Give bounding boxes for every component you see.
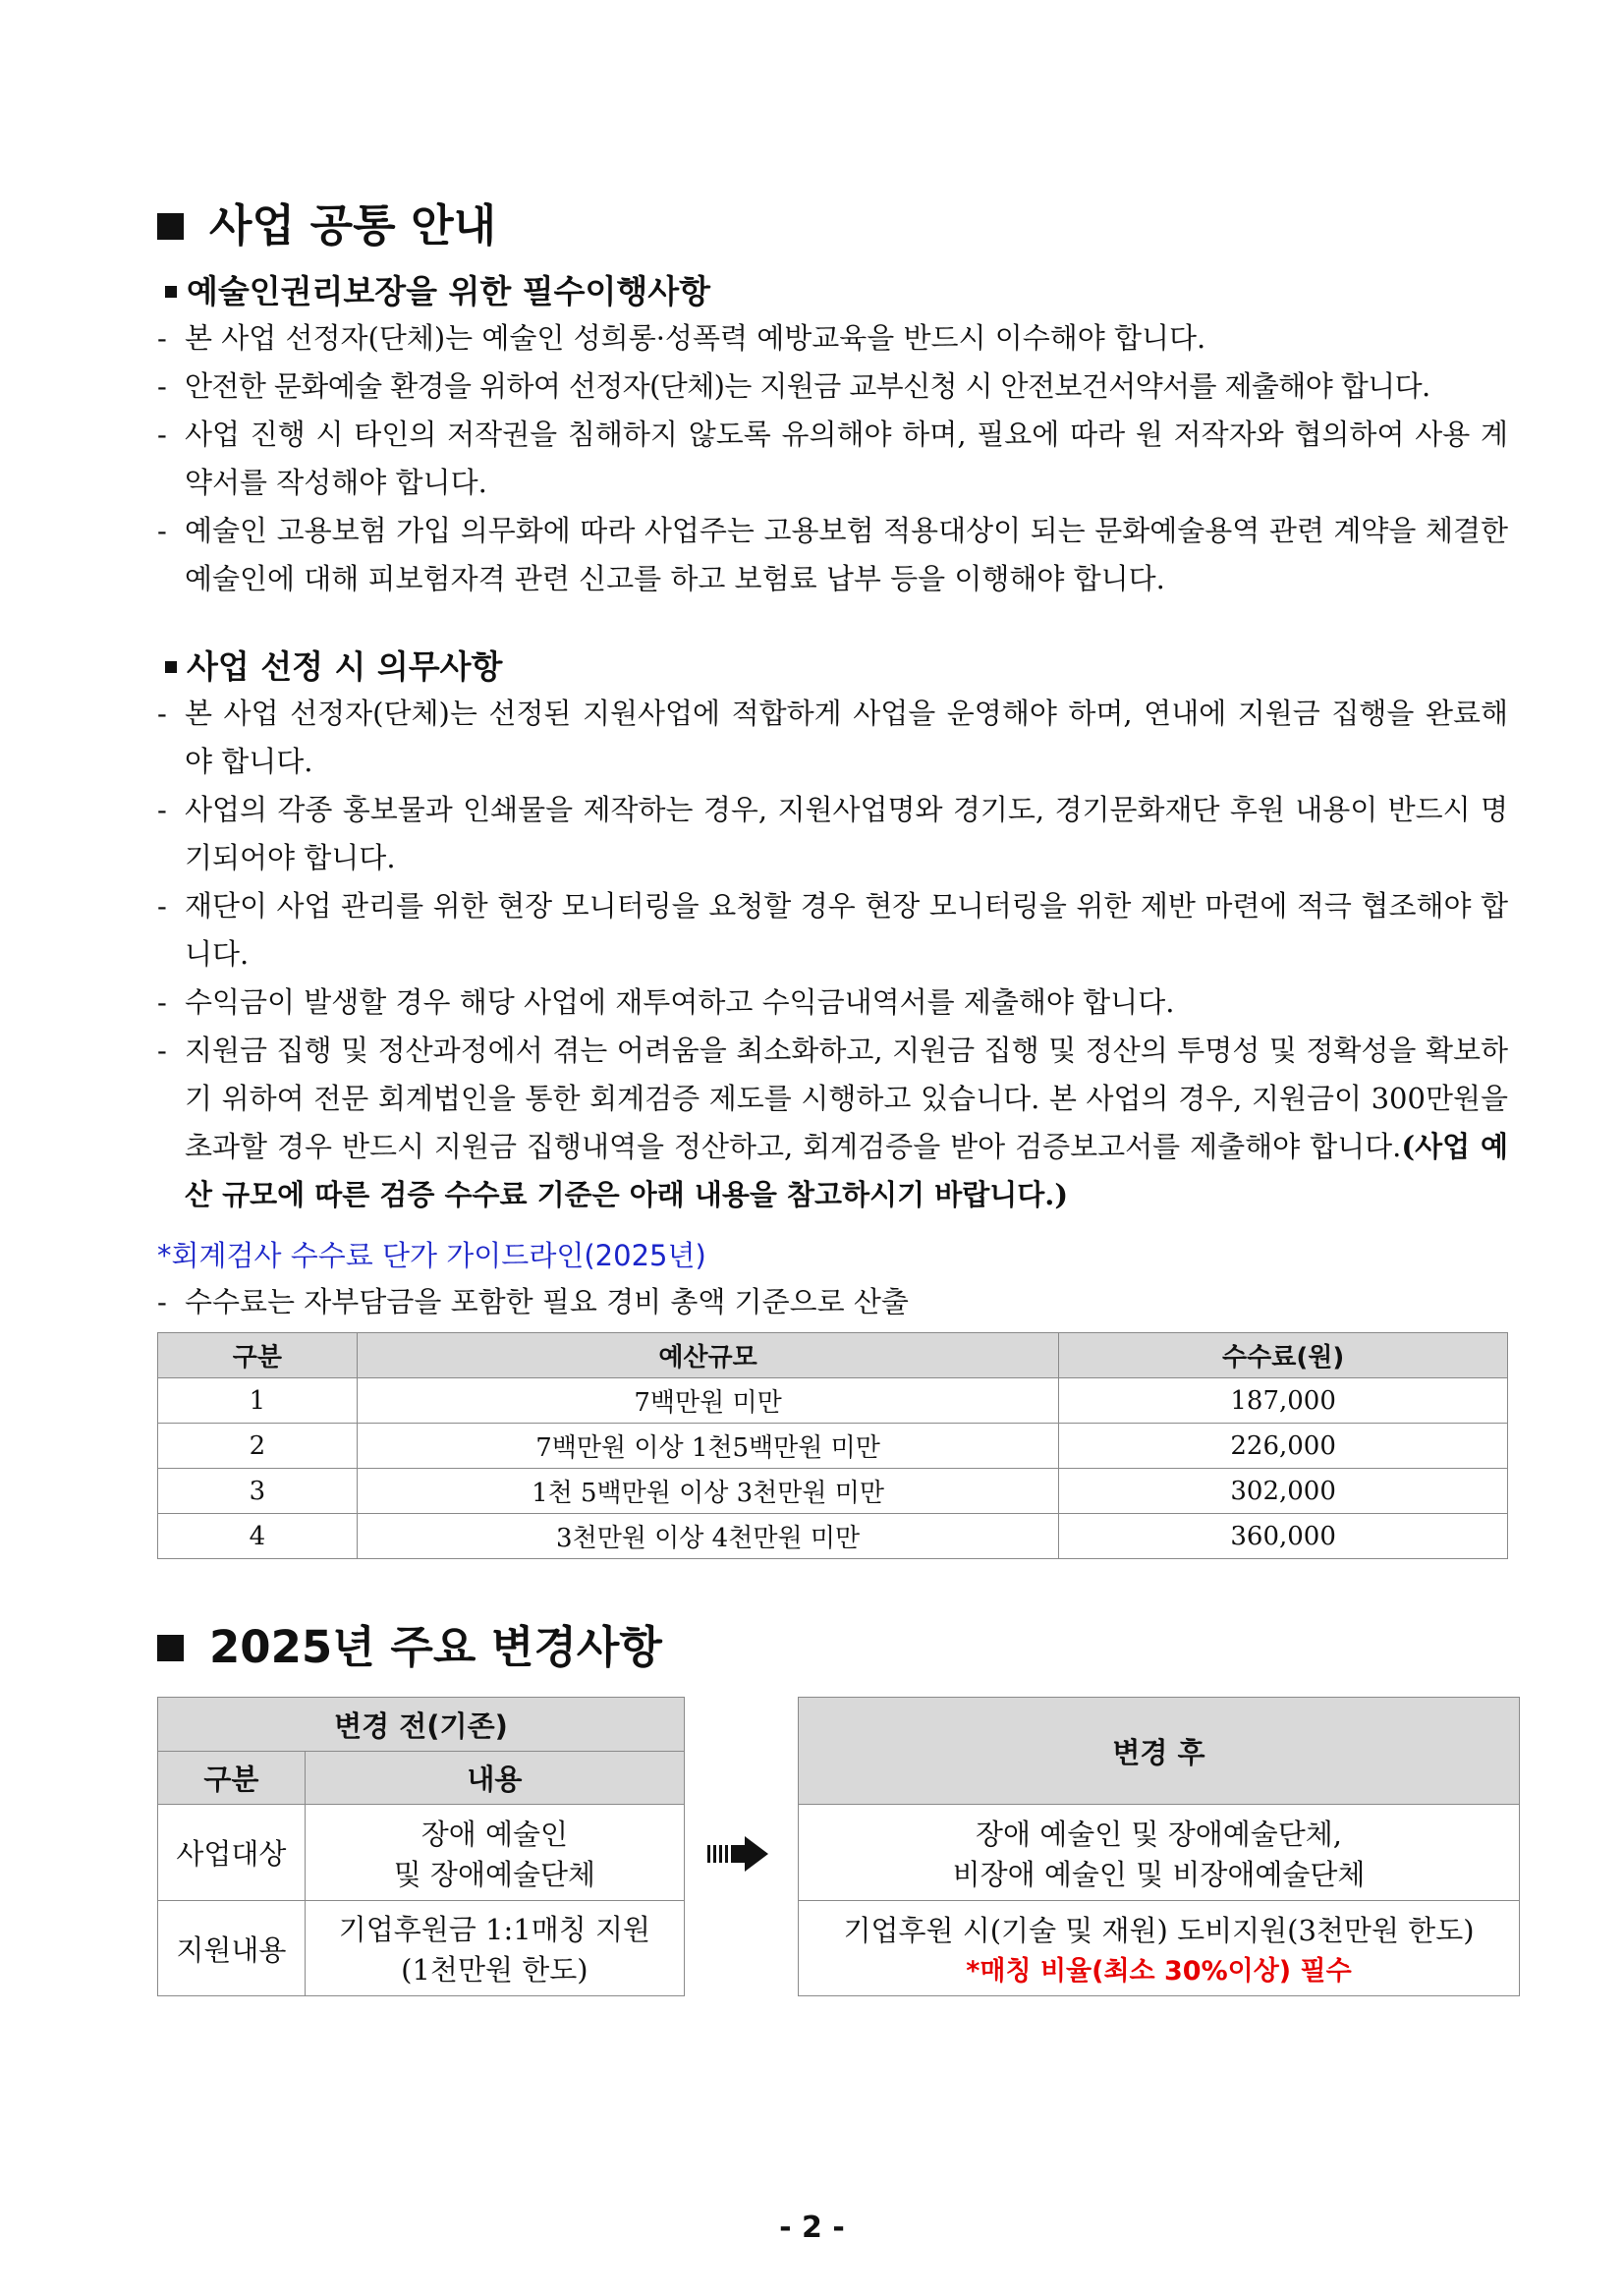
document-page: [157, 196, 1508, 2001]
table-cell: 3천만원 이상 4천만원 미만: [357, 1514, 1058, 1559]
cell-line: (1천만원 한도): [401, 1953, 588, 1987]
table-cell: [305, 1901, 684, 1996]
column-header: 내용: [305, 1752, 684, 1805]
section-title-common: 사업 공통 안내: [157, 196, 1508, 255]
table-row: [158, 1805, 685, 1901]
table-cell: 1천 5백만원 이상 3천만원 미만: [357, 1469, 1058, 1514]
audit-note-bold: (사업 예산 규모에 따른 검증 수수료 기준은 아래 내용을 참고하시기 바랍니다.): [185, 1130, 1508, 1211]
cell-line: 및 장애예술단체: [393, 1857, 596, 1891]
table-header-row: [158, 1752, 685, 1805]
fee-table: [157, 1332, 1508, 1559]
table-cell: 4: [158, 1514, 358, 1559]
table-row: [158, 1424, 1508, 1469]
square-bullet-icon: [157, 213, 184, 240]
changes-comparison: [157, 1697, 1508, 2001]
list-item: - 예술인 고용보험 가입 의무화에 따라 사업주는 고용보험 적용대상이 되는 문화예술용역 관련 계약을 체결한 예술인에 대해 피보험자격 관련 신고를 하고 보험료 납부 등을 이행해야 합니다.: [157, 507, 1508, 603]
fee-guide-title: *회계검사 수수료 단가 가이드라인(2025년): [157, 1239, 706, 1272]
rights-list: [157, 314, 1508, 603]
audit-text: 지원금 집행 및 정산과정에서 겪는 어려움을 최소화하고, 지원금 집행 및 정산의 투명성 및 정확성을 확보하기 위하여 전문 회계법인을 통한 회계검증 제도를 시행하고 있습니다. 본 사업의 경우, 지원금이 300만원을 초과할 경우 반드시 지원금 집행내역을 정산하고, 회계검증을 받아 검증보고서를 제출해야 합니다.: [185, 1034, 1508, 1163]
duties-block: [157, 644, 1508, 1219]
table-cell: 1: [158, 1378, 358, 1424]
table-cell: [305, 1805, 684, 1901]
column-header: 구분: [158, 1752, 306, 1805]
table-cell: 187,000: [1059, 1378, 1508, 1424]
square-bullet-icon: [157, 1635, 184, 1661]
table-cell: [799, 1805, 1520, 1901]
column-header: 구분: [158, 1333, 358, 1378]
list-item: - 본 사업 선정자(단체)는 선정된 지원사업에 적합하게 사업을 운영해야 하며, 연내에 지원금 집행을 완료해야 합니다.: [157, 690, 1508, 786]
table-cell: 360,000: [1059, 1514, 1508, 1559]
table-cell: [799, 1901, 1520, 1996]
table-cell: 7백만원 미만: [357, 1378, 1058, 1424]
matching-ratio-note: *매칭 비율(최소 30%이상) 필수: [966, 1956, 1352, 1987]
row-label: 지원내용: [158, 1901, 306, 1996]
rights-block: [157, 269, 1508, 603]
duties-list: [157, 690, 1508, 1219]
list-item: - 안전한 문화예술 환경을 위하여 선정자(단체)는 지원금 교부신청 시 안전보건서약서를 제출해야 합니다.: [157, 363, 1508, 411]
table-row: [158, 1514, 1508, 1559]
before-title: 변경 전(기존): [158, 1698, 685, 1752]
small-square-bullet-icon: [165, 661, 177, 673]
table-header-row: [799, 1698, 1520, 1805]
fee-note: - 수수료는 자부담금을 포함한 필요 경비 총액 기준으로 산출: [157, 1278, 1508, 1326]
list-item: - 수익금이 발생할 경우 해당 사업에 재투여하고 수익금내역서를 제출해야 합니다.: [157, 979, 1508, 1027]
subheading-rights: 예술인권리보장을 위한 필수이행사항: [165, 269, 1508, 314]
table-cell: 226,000: [1059, 1424, 1508, 1469]
list-item: [157, 1027, 1508, 1219]
table-row: [799, 1901, 1520, 1996]
table-cell: 7백만원 이상 1천5백만원 미만: [357, 1424, 1058, 1469]
table-row: [158, 1469, 1508, 1514]
fee-note-list: [157, 1278, 1508, 1326]
cell-line: 기업후원 시(기술 및 재원) 도비지원(3천만원 한도): [843, 1914, 1475, 1947]
table-cell: 3: [158, 1469, 358, 1514]
table-row: [158, 1378, 1508, 1424]
column-header: 예산규모: [357, 1333, 1058, 1378]
table-header-row: [158, 1333, 1508, 1378]
after-table: [798, 1697, 1520, 1996]
section-title-changes: 2025년 주요 변경사항: [157, 1618, 1508, 1677]
table-cell: 2: [158, 1424, 358, 1469]
row-label: 사업대상: [158, 1805, 306, 1901]
table-header-row: [158, 1698, 685, 1752]
column-header: 수수료(원): [1059, 1333, 1508, 1378]
table-row: [158, 1901, 685, 1996]
list-item: - 사업의 각종 홍보물과 인쇄물을 제작하는 경우, 지원사업명와 경기도, 경기문화재단 후원 내용이 반드시 명기되어야 합니다.: [157, 786, 1508, 882]
after-title: 변경 후: [799, 1698, 1520, 1805]
subheading-duties: 사업 선정 시 의무사항: [165, 644, 1508, 690]
table-row: [799, 1805, 1520, 1901]
list-item: - 본 사업 선정자(단체)는 예술인 성희롱·성폭력 예방교육을 반드시 이수해야 합니다.: [157, 314, 1508, 363]
table-cell: 302,000: [1059, 1469, 1508, 1514]
small-square-bullet-icon: [165, 286, 177, 298]
list-item: - 재단이 사업 관리를 위한 현장 모니터링을 요청할 경우 현장 모니터링을 위한 제반 마련에 적극 협조해야 합니다.: [157, 882, 1508, 979]
cell-line: 비장애 예술인 및 비장애예술단체: [952, 1857, 1366, 1891]
before-table: [157, 1697, 685, 1996]
cell-line: 장애 예술인 및 장애예술단체,: [975, 1817, 1343, 1851]
page-number: - 2 -: [779, 2211, 845, 2245]
cell-line: 기업후원금 1:1매칭 지원: [338, 1913, 650, 1946]
cell-line: 장애 예술인: [420, 1817, 569, 1851]
list-item: - 사업 진행 시 타인의 저작권을 침해하지 않도록 유의해야 하며, 필요에 따라 원 저작자와 협의하여 사용 계약서를 작성해야 합니다.: [157, 411, 1508, 507]
right-arrow-icon: [707, 1834, 770, 1874]
